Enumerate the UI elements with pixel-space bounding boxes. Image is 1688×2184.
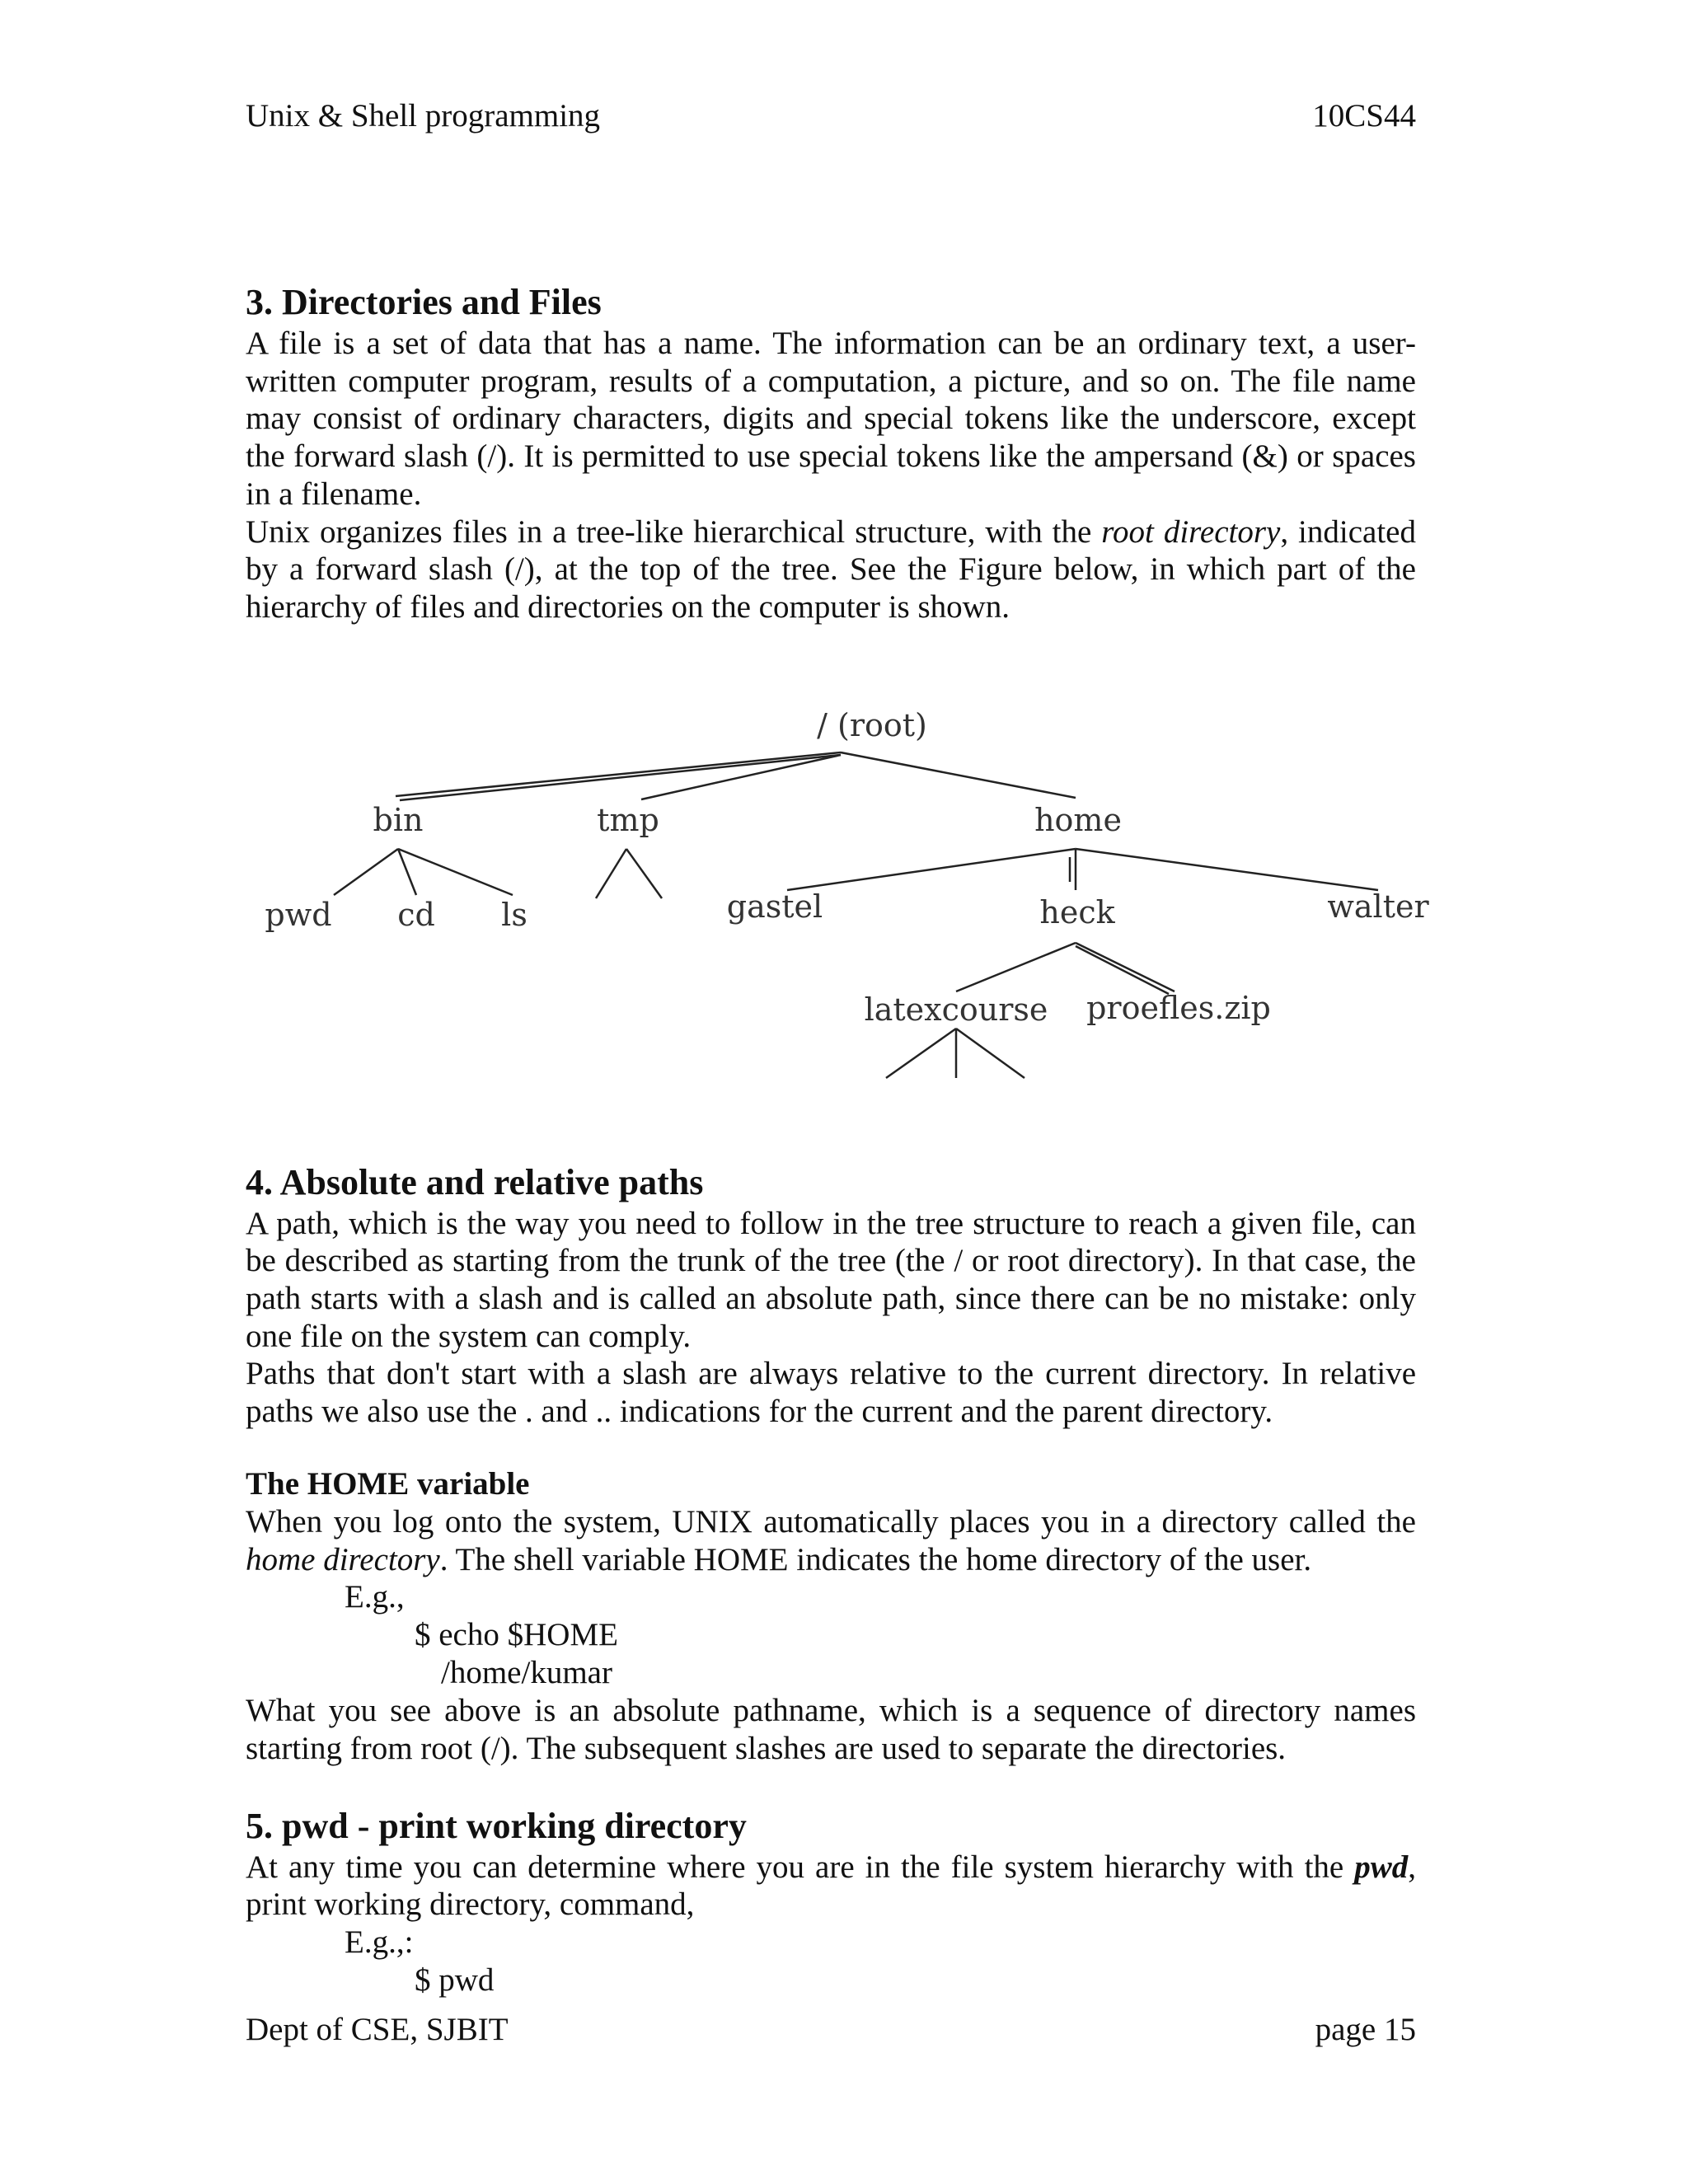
edge-home-walter <box>1076 849 1378 890</box>
pwd-example-command: $ pwd <box>415 1962 495 1999</box>
edge-latex-left <box>886 1029 956 1078</box>
edge-heck-proefles <box>1076 943 1175 991</box>
tree-node-latexcourse: latexcourse <box>864 991 1048 1028</box>
tree-node-gastel: gastel <box>726 888 823 925</box>
edge-root-bin <box>396 752 841 796</box>
tree-node-tmp: tmp <box>597 801 659 838</box>
section-4-paragraph-1: A path, which is the way you need to follow in the tree structure to reach a given file, can be described as starting from the trunk of the tree (the / or root directory). In that case, the path starts with a slash and is called an absolute path, since there can be no mistake: only one file on the system can comply. <box>246 1205 1416 1354</box>
footer-page-number: page 15 <box>1315 2012 1416 2047</box>
directory-tree-figure <box>246 674 1429 1127</box>
section-3-paragraph-2: Unix organizes files in a tree-like hierarchical structure, with the root directory, indicated by a forward slash (/), at the top of the tree. See the Figure below, in which part of the hierarchy of files and directories on the computer is shown. <box>246 513 1416 625</box>
directory-tree-svg <box>0 674 1688 1127</box>
home-directory-term: home directory <box>246 1541 440 1577</box>
edge-root-bin-2 <box>400 755 841 800</box>
page-footer <box>246 2011 1416 2048</box>
edge-root-home <box>841 752 1076 798</box>
header-course-code: 10CS44 <box>1312 98 1416 134</box>
edge-heck-proefles-2 <box>1076 946 1169 994</box>
edge-bin-pwd <box>334 849 398 895</box>
tree-node-ls: ls <box>501 896 528 933</box>
tree-node-pwd: pwd <box>265 896 332 933</box>
section-3-heading: 3. Directories and Files <box>246 282 602 322</box>
tree-node-root: / (root) <box>817 706 927 743</box>
edge-home-gastel <box>787 849 1076 890</box>
home-variable-paragraph-2: What you see above is an absolute pathname, which is a sequence of directory names starting from root (/). The subsequent slashes are used to separate the directories. <box>246 1693 1416 1766</box>
edge-latex-right <box>956 1029 1025 1078</box>
page-header <box>246 97 1416 134</box>
edge-tmp-right <box>626 849 662 898</box>
tree-node-walter: walter <box>1327 888 1429 925</box>
pwd-command-term: pwd <box>1354 1849 1409 1885</box>
section-3-paragraph-1: A file is a set of data that has a name. The information can be an ordinary text, a user-written computer program, results of a computation, a picture, and so on. The file name may consist of ordinary characters, digits and special tokens like the underscore, except the forward slash (/). It is permitted to use special tokens like the ampersand (&) or spaces in a filename. <box>246 326 1416 512</box>
home-example-output: /home/kumar <box>441 1655 612 1691</box>
section-5-heading: 5. pwd - print working directory <box>246 1805 747 1846</box>
tree-node-cd: cd <box>397 896 435 933</box>
pwd-example-label: E.g.,: <box>345 1924 414 1961</box>
tree-node-proefles: proefles.zip <box>1086 989 1271 1026</box>
home-variable-heading: The HOME variable <box>246 1465 530 1502</box>
tree-node-bin: bin <box>373 801 424 838</box>
section-4-heading: 4. Absolute and relative paths <box>246 1161 704 1202</box>
page-content <box>246 280 1429 1999</box>
home-variable-paragraph-1: When you log onto the system, UNIX automatically places you in a directory called the home directory. The shell variable HOME indicates the home directory of the user. <box>246 1503 1416 1577</box>
edge-tmp-left <box>596 849 626 898</box>
edge-heck-latexcourse <box>956 943 1076 991</box>
section-5-paragraph-1: At any time you can determine where you are in the file system hierarchy with the pwd, print working directory, command, <box>246 1849 1416 1923</box>
edge-bin-ls <box>398 849 513 895</box>
header-title: Unix & Shell programming <box>246 98 601 134</box>
section-4-paragraph-2: Paths that don't start with a slash are always relative to the current directory. In relative paths we also use the . and .. indications for the current and the parent directory. <box>246 1356 1416 1430</box>
tree-node-heck: heck <box>1039 893 1115 930</box>
tree-node-home: home <box>1034 801 1122 838</box>
home-example-label: E.g., <box>345 1579 405 1615</box>
root-directory-term: root directory <box>1101 513 1281 550</box>
home-example-command: $ echo $HOME <box>415 1617 618 1653</box>
footer-department: Dept of CSE, SJBIT <box>246 2012 509 2047</box>
